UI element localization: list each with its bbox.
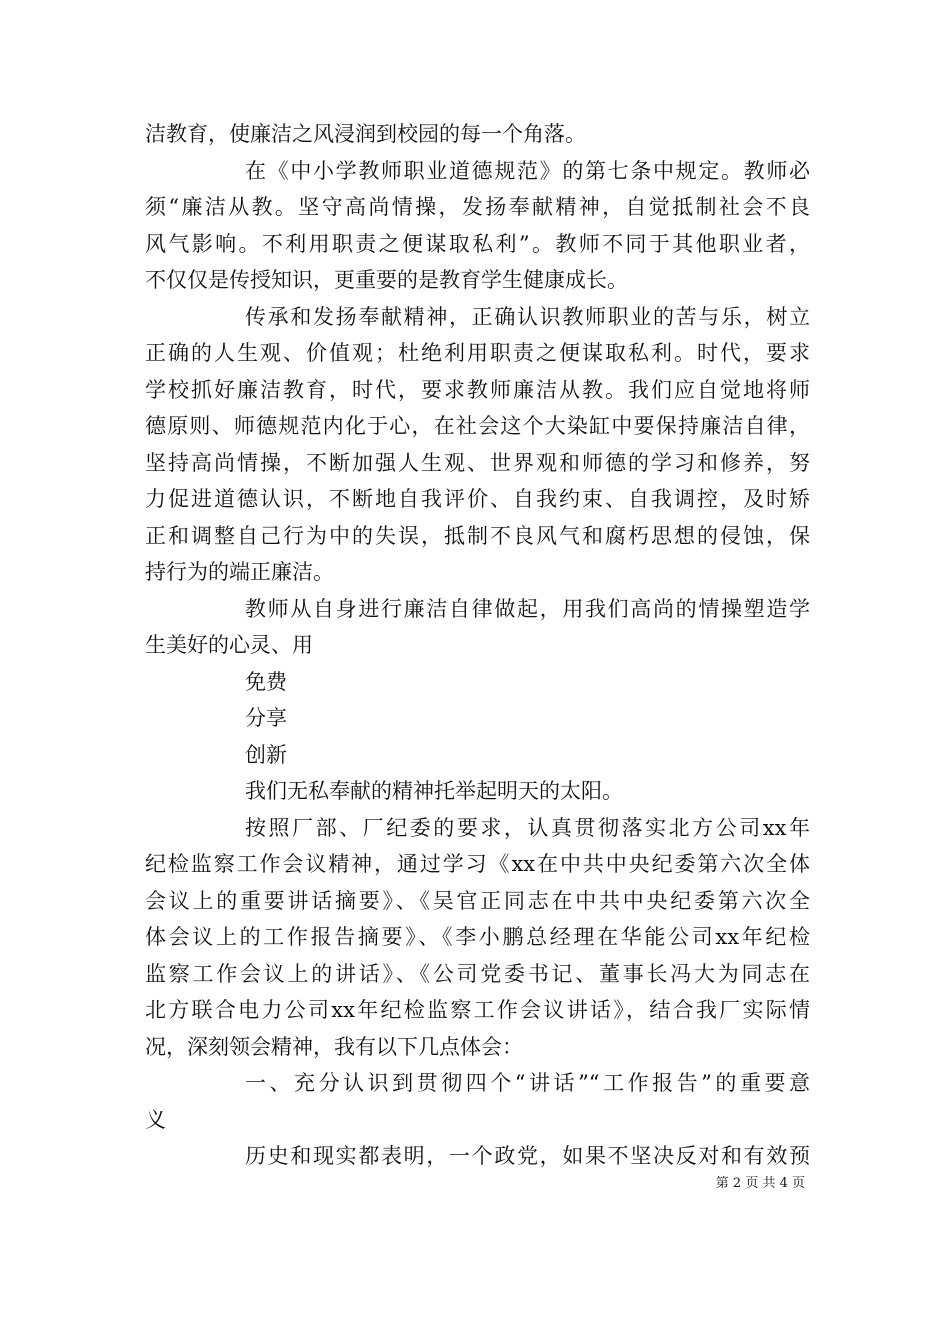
text-line: 义 (145, 1107, 166, 1132)
text-line: 况，深刻领会精神，我有以下几点体会： (145, 1034, 523, 1059)
text-line: 监察工作会议上的讲话》、《公司党委书记、董事长冯大为同志在 (145, 961, 810, 986)
text-line: 体会议上的工作报告摘要》、《李小鹏总经理在华能公司xx年纪检 (145, 925, 810, 949)
page-number-footer: 第 2 页 共 4 页 (715, 1176, 805, 1191)
text-line: 按照厂部、厂纪委的要求，认真贯彻落实北方公司xx年 (245, 815, 810, 840)
text-line: 生美好的心灵、用 (145, 633, 313, 657)
text-line: 传承和发扬奉献精神，正确认识教师职业的苦与乐，树立 (245, 304, 810, 329)
text-line: 免费 (245, 669, 287, 694)
text-line: 力促进道德认识，不断地自我评价、自我约束、自我调控，及时矫 (145, 487, 810, 511)
text-line: 持行为的端正廉洁。 (145, 560, 334, 584)
text-line: 一、充分认识到贯彻四个“讲话”“工作报告”的重要意 (245, 1071, 810, 1095)
text-line: 创新 (245, 742, 287, 767)
text-line: 须“廉洁从教。坚守高尚情操，发扬奉献精神，自觉抵制社会不良 (145, 195, 810, 219)
text-line: 正确的人生观、价值观；杜绝利用职责之便谋取私利。时代，要求 (145, 341, 810, 365)
text-line: 在《中小学教师职业道德规范》的第七条中规定。教师必 (245, 158, 810, 183)
document-body (145, 116, 810, 1175)
text-line: 不仅仅是传授知识，更重要的是教育学生健康成长。 (145, 268, 628, 292)
text-line: 正和调整自己行为中的失误，抵制不良风气和腐朽思想的侵蚀，保 (145, 523, 810, 548)
text-line: 历史和现实都表明，一个政党，如果不坚决反对和有效预 (245, 1144, 810, 1168)
text-line: 教师从自身进行廉洁自律做起，用我们高尚的情操塑造学 (245, 596, 810, 621)
text-line: 风气影响。不利用职责之便谋取私利”。教师不同于其他职业者， (145, 231, 810, 256)
text-line: 坚持高尚情操，不断加强人生观、世界观和师德的学习和修养，努 (145, 450, 810, 475)
text-line: 洁教育，使廉洁之风浸润到校园的每一个角落。 (145, 122, 586, 146)
text-line: 德原则、师德规范内化于心，在社会这个大染缸中要保持廉洁自律， (145, 414, 810, 438)
text-line: 纪检监察工作会议精神，通过学习《xx在中共中央纪委第六次全体 (145, 852, 810, 876)
text-line: 北方联合电力公司xx年纪检监察工作会议讲话》，结合我厂实际情 (145, 998, 810, 1022)
text-line: 分享 (245, 706, 287, 730)
text-line: 我们无私奉献的精神托举起明天的太阳。 (245, 779, 623, 803)
text-line: 学校抓好廉洁教育，时代，要求教师廉洁从教。我们应自觉地将师 (145, 377, 810, 402)
text-line: 会议上的重要讲话摘要》、《吴官正同志在中共中央纪委第六次全 (145, 888, 810, 913)
